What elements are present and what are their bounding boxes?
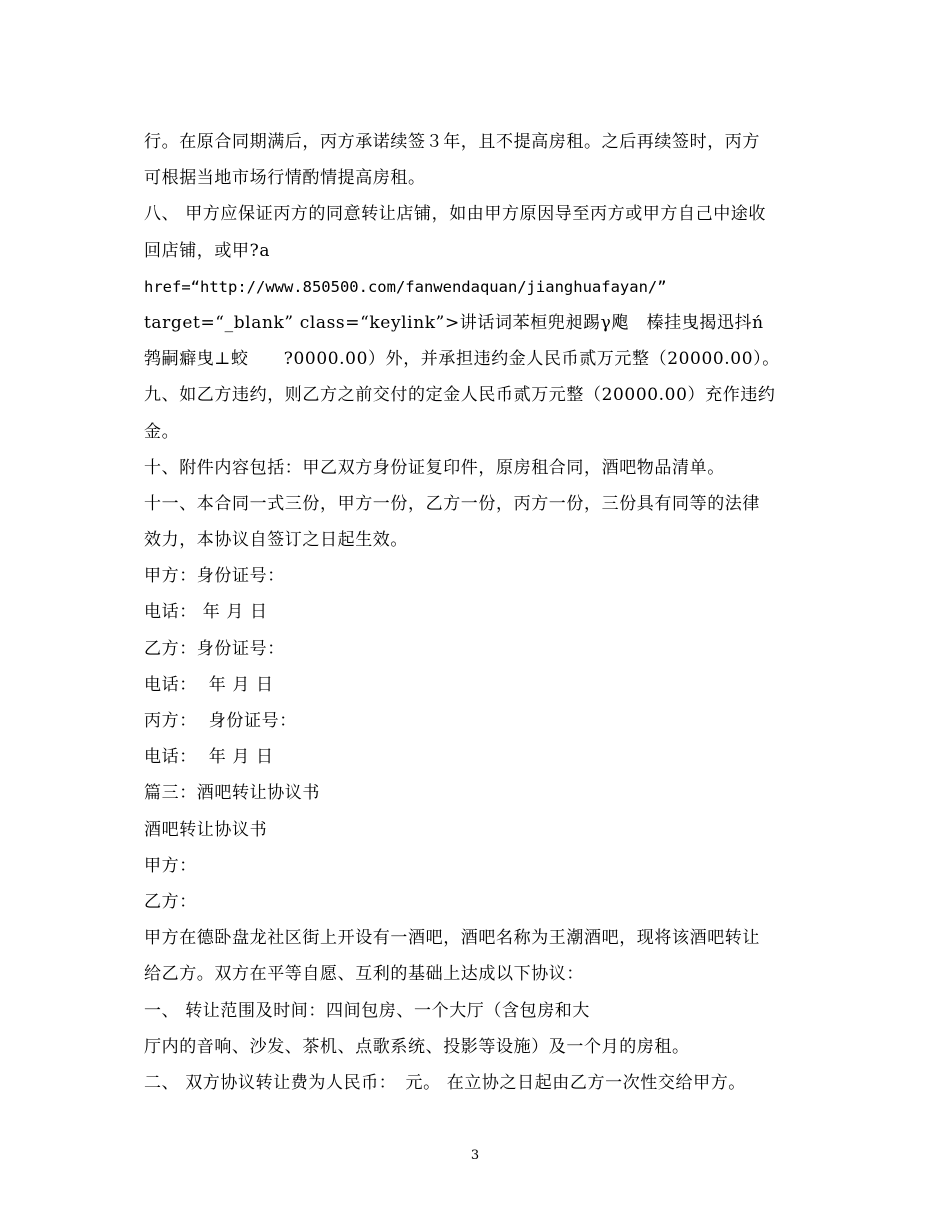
text-line: 可根据当地市场行情酌情提高房租。: [144, 168, 426, 189]
party-b-label: 乙方：: [144, 891, 197, 912]
text-line: target=“_blank” class=“keylink”>讲话词苯桓兜昶踢γ飑 榛挂曳揭迅抖ń: [144, 312, 764, 333]
party-b-signature-line: 乙方：身份证号：: [144, 638, 285, 659]
text-line: 行。在原合同期满后，丙方承诺续签３年，且不提高房租。之后再续签时，丙方: [144, 132, 760, 152]
clause-8-line: 八、 甲方应保证丙方的同意转让店铺，如由甲方原因导至丙方或甲方自己中途收: [144, 204, 767, 225]
clause-1-line: 一、 转让范围及时间：四间包房、一个大厅（含包房和大: [144, 1000, 591, 1021]
text-line: 金。: [144, 421, 180, 442]
party-a-label: 甲方：: [144, 855, 197, 876]
clause-10-line: 十、附件内容包括：甲乙双方身份证复印件，原房租合同，酒吧物品清单。: [144, 457, 725, 478]
text-line: 效力，本协议自签订之日起生效。: [144, 530, 408, 551]
agreement-title: 酒吧转让协议书: [144, 819, 268, 840]
party-a-signature-line: 甲方：身份证号：: [144, 566, 285, 587]
party-b-date-line: 电话： 年 月 日: [144, 674, 274, 695]
clause-9-line: 九、如乙方违约，则乙方之前交付的定金人民币贰万元整（20000.00）充作违约: [144, 385, 776, 406]
text-line: 甲方在德卧盘龙社区街上开设有一酒吧，酒吧名称为王潮酒吧，现将该酒吧转让: [144, 928, 760, 949]
text-line: href=“http://www.850500.com/fanwendaquan/jianghuafayan/”: [144, 277, 667, 296]
page-number: 3: [470, 1148, 480, 1163]
document-body: [144, 124, 814, 1101]
text-line: 鹁嗣癖曳⊥蛟 ?0000.00）外，并承担违约金人民币贰万元整（20000.00）。: [144, 349, 780, 370]
party-c-signature-line: 丙方： 身份证号：: [144, 711, 297, 731]
clause-2-line: 二、 双方协议转让费为人民币： 元。 在立协之日起由乙方一次性交给甲方。: [144, 1072, 746, 1093]
text-line: 回店铺，或甲?a: [144, 240, 271, 261]
clause-11-line: 十一、本合同一式三份，甲方一份，乙方一份，丙方一份，三份具有同等的法律: [144, 493, 760, 514]
text-line: 厅内的音响、沙发、茶机、点歌系统、投影等设施）及一个月的房租。: [144, 1036, 690, 1057]
party-c-date-line: 电话： 年 月 日: [144, 747, 274, 768]
section-heading: 篇三：酒吧转让协议书: [144, 783, 320, 804]
text-line: 给乙方。双方在平等自愿、互利的基础上达成以下协议：: [144, 964, 584, 985]
party-a-date-line: 电话： 年 月 日: [144, 602, 268, 623]
